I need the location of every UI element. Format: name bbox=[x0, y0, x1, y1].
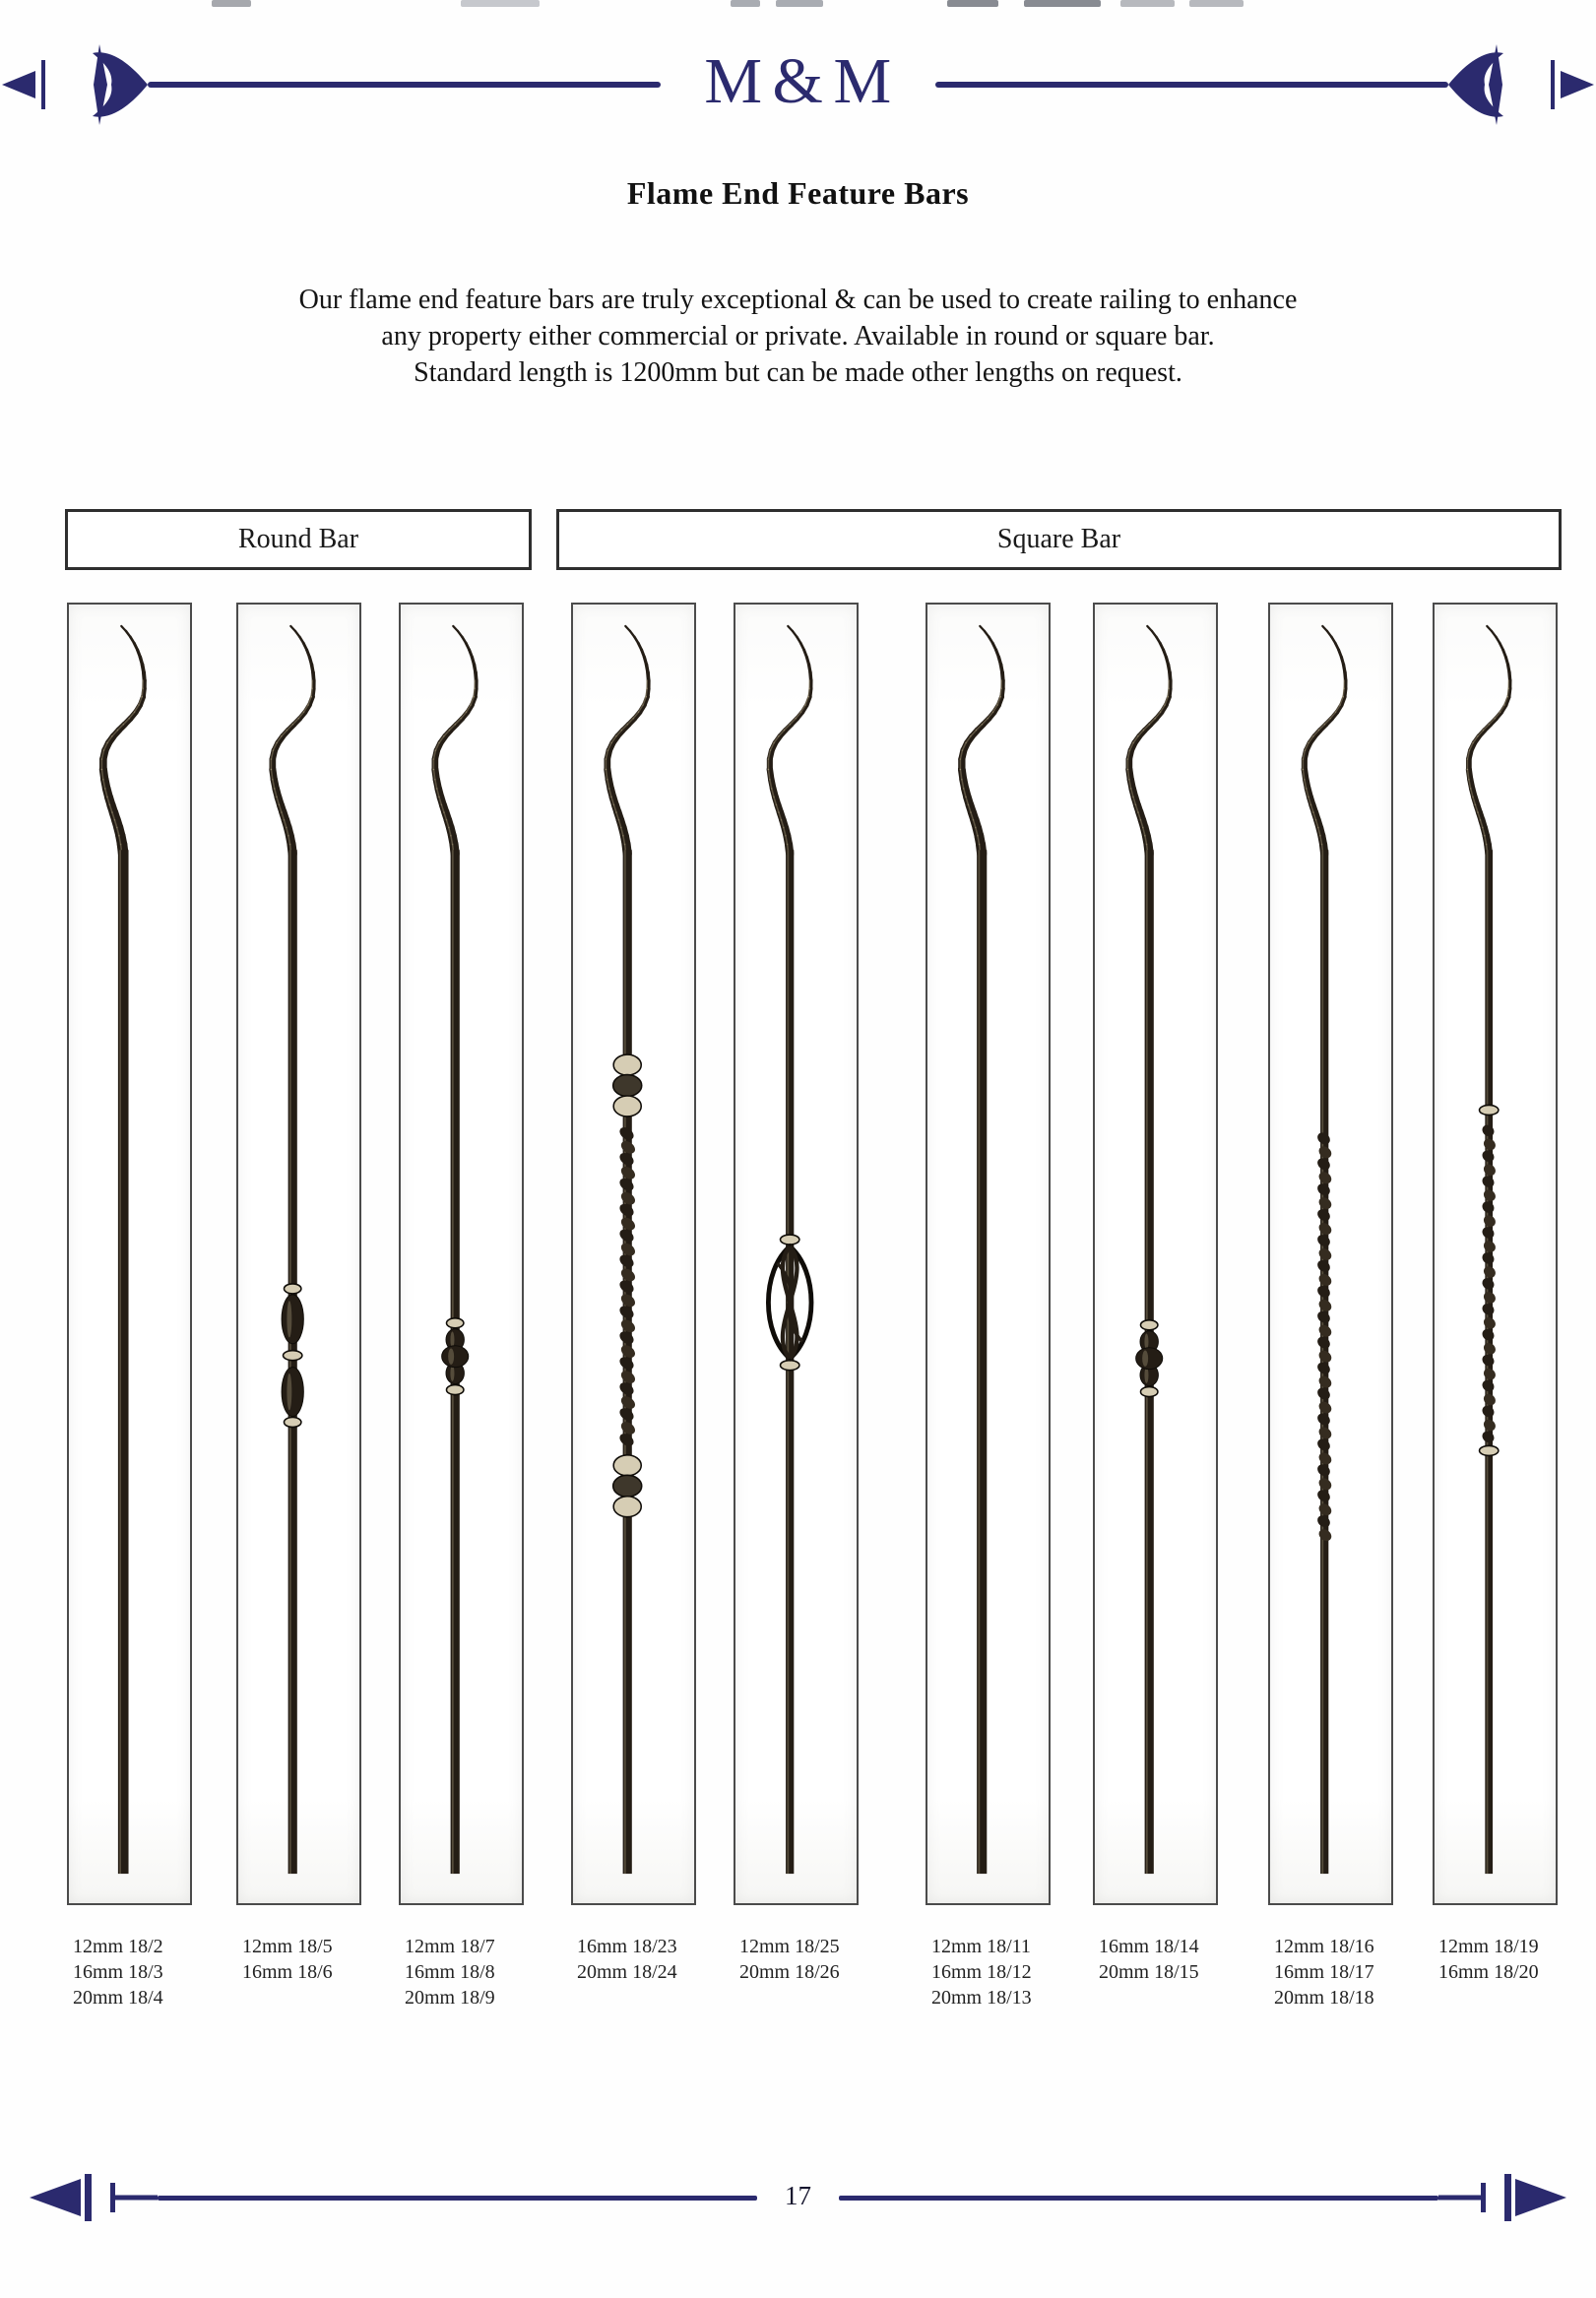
scan-artifact bbox=[776, 0, 823, 7]
product-code: 12mm 18/16 bbox=[1274, 1936, 1374, 1957]
footer-rule-right bbox=[839, 2196, 1438, 2201]
scan-artifact bbox=[731, 0, 760, 7]
double-knuckle-bar-illustration bbox=[238, 605, 359, 1903]
scan-artifact bbox=[1189, 0, 1244, 7]
product-code: 16mm 18/17 bbox=[1274, 1961, 1374, 1983]
product-codes bbox=[734, 1934, 859, 1985]
footer-rule-left bbox=[158, 2196, 757, 2201]
description-line: Our flame end feature bars are truly exceptional & can be used to create railing to enhance bbox=[298, 285, 1298, 315]
collared-twist-bar-illustration bbox=[573, 605, 694, 1903]
scan-artifact bbox=[1024, 0, 1101, 7]
product-code: 20mm 18/4 bbox=[73, 1987, 163, 2009]
scan-artifact bbox=[461, 0, 540, 7]
product-image-frame bbox=[1433, 603, 1558, 1905]
product-code: 12mm 18/25 bbox=[739, 1936, 840, 1957]
product-image-frame bbox=[236, 603, 361, 1905]
product-code: 16mm 18/12 bbox=[931, 1961, 1032, 1983]
header-rule-right bbox=[935, 82, 1448, 88]
product-code: 16mm 18/20 bbox=[1438, 1961, 1539, 1983]
product-code: 12mm 18/19 bbox=[1438, 1936, 1539, 1957]
product-code: 16mm 18/3 bbox=[73, 1961, 163, 1983]
product-code: 16mm 18/14 bbox=[1099, 1936, 1199, 1957]
long-twist-bar-illustration bbox=[1270, 605, 1391, 1903]
product-code: 12mm 18/11 bbox=[931, 1936, 1031, 1957]
section-header-round-bar: Round Bar bbox=[65, 509, 532, 570]
page-title: Flame End Feature Bars bbox=[626, 175, 970, 211]
product-code: 12mm 18/5 bbox=[242, 1936, 333, 1957]
product-codes bbox=[67, 1934, 192, 2011]
product-code: 20mm 18/9 bbox=[405, 1987, 495, 2009]
product-code: 12mm 18/7 bbox=[405, 1936, 495, 1957]
plain-flame-bar-bar-illustration bbox=[69, 605, 190, 1903]
product-image-frame bbox=[67, 603, 192, 1905]
product-codes bbox=[236, 1934, 361, 1985]
product-image-frame bbox=[399, 603, 524, 1905]
product-codes bbox=[926, 1934, 1051, 2011]
product-code: 20mm 18/15 bbox=[1099, 1961, 1199, 1983]
basket-bar-illustration bbox=[735, 605, 857, 1903]
page-number: 17 bbox=[785, 2180, 811, 2210]
product-image-frame bbox=[734, 603, 859, 1905]
product-code: 16mm 18/6 bbox=[242, 1961, 333, 1983]
product-codes bbox=[1268, 1934, 1393, 2011]
scan-artifact bbox=[1120, 0, 1175, 7]
product-code: 16mm 18/8 bbox=[405, 1961, 495, 1983]
page-footer bbox=[0, 2162, 1596, 2233]
product-image-frame bbox=[1093, 603, 1218, 1905]
product-codes bbox=[571, 1934, 696, 1985]
single-knuckle-bar-illustration bbox=[401, 605, 522, 1903]
product-code: 20mm 18/24 bbox=[577, 1961, 677, 1983]
product-image-frame bbox=[926, 603, 1051, 1905]
right-arrow-ornament-icon bbox=[1438, 2168, 1566, 2227]
product-codes bbox=[399, 1934, 524, 2011]
scan-artifact bbox=[212, 0, 251, 7]
brand-title: M&M bbox=[704, 45, 902, 117]
collared-twist-thin-bar-illustration bbox=[1435, 605, 1556, 1903]
section-header-square-bar: Square Bar bbox=[556, 509, 1562, 570]
description bbox=[0, 282, 1596, 391]
product-image-frame bbox=[1268, 603, 1393, 1905]
product-code: 16mm 18/23 bbox=[577, 1936, 677, 1957]
product-code: 20mm 18/13 bbox=[931, 1987, 1032, 2009]
page-header bbox=[0, 37, 1596, 132]
product-code: 20mm 18/18 bbox=[1274, 1987, 1374, 2009]
left-finial-ornament-icon bbox=[0, 40, 148, 129]
description-line: any property either commercial or private. Available in round or square bar. bbox=[381, 321, 1215, 351]
product-image-frame bbox=[571, 603, 696, 1905]
product-code: 20mm 18/26 bbox=[739, 1961, 840, 1983]
right-finial-ornament-icon bbox=[1448, 40, 1596, 129]
left-arrow-ornament-icon bbox=[30, 2168, 158, 2227]
single-knuckle-bar-illustration bbox=[1095, 605, 1216, 1903]
header-rule-left bbox=[148, 82, 661, 88]
product-code: 12mm 18/2 bbox=[73, 1936, 163, 1957]
plain-flame-bar-bar-illustration bbox=[927, 605, 1049, 1903]
product-codes bbox=[1433, 1934, 1558, 1985]
product-codes bbox=[1093, 1934, 1218, 1985]
description-line: Standard length is 1200mm but can be made other lengths on request. bbox=[414, 357, 1182, 388]
scan-artifact bbox=[947, 0, 998, 7]
